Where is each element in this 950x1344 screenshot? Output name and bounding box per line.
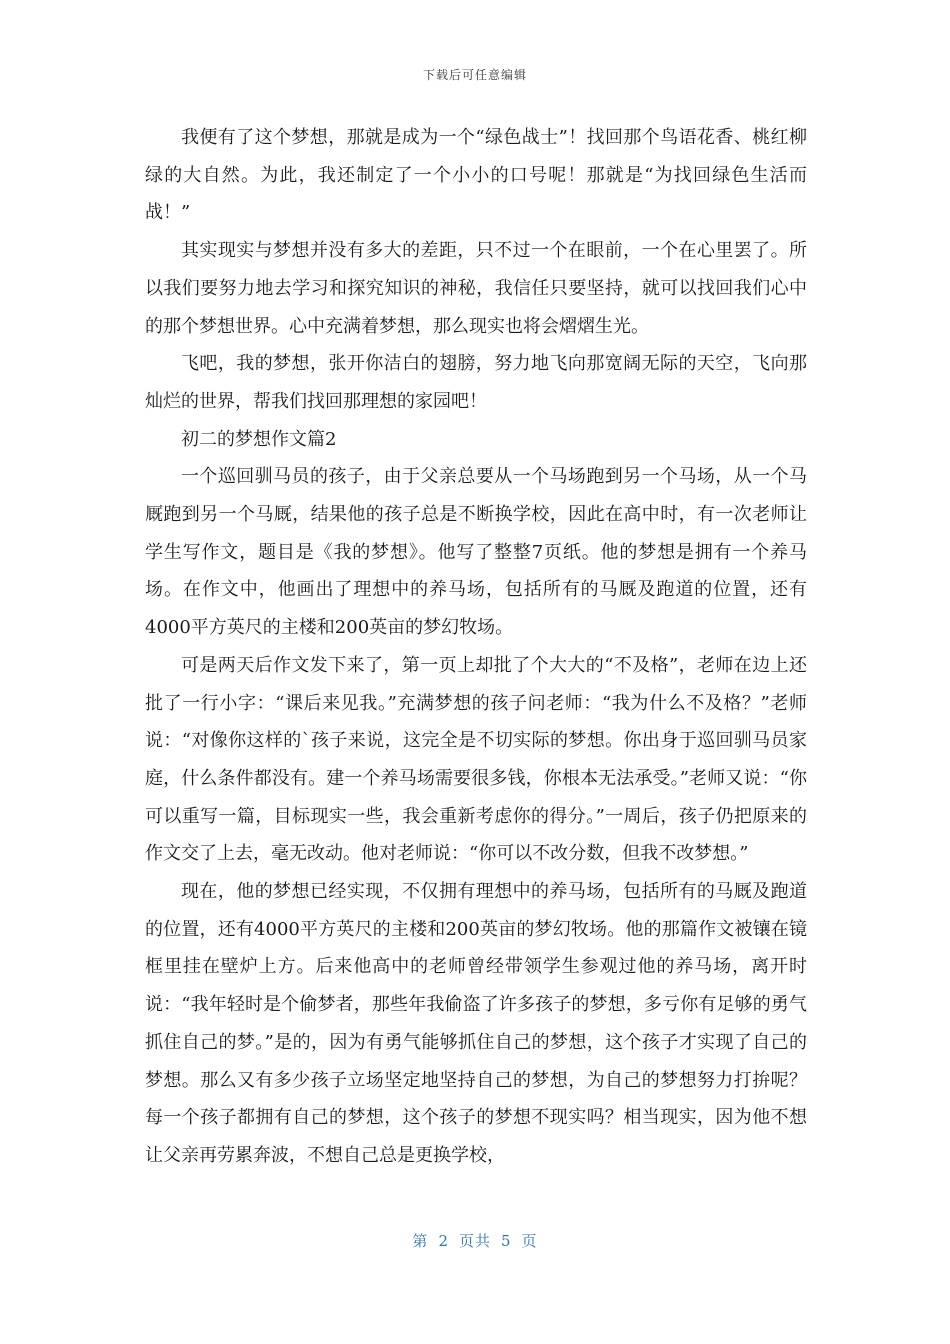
paragraph: 可是两天后作文发下来了，第一页上却批了个大大的“不及格”，老师在边上还批了一行小字：“课后来见我。”充满梦想的孩子问老师：“我为什么不及格？”老师说：“对像你这样的`孩子来说，这完全是不切实际的梦想。你出身于巡回驯马员家庭，什么条件都没有。建一个养马场需要很多钱，你根本无法承受。”老师又说：“你可以重写一篇，目标现实一些，我会重新考虑你的得分。”一周后，孩子仍把原来的作文交了上去，毫无改动。他对老师说：“你可以不改分数，但我不改梦想。”	[145, 654, 807, 865]
page-footer	[0, 1230, 950, 1251]
footer-prefix: 第	[412, 1232, 429, 1250]
total-page-number: 5	[501, 1232, 512, 1250]
document-body	[145, 119, 807, 1175]
current-page-number: 2	[438, 1232, 449, 1250]
footer-middle: 页共	[458, 1232, 491, 1250]
paragraph: 飞吧，我的梦想，张开你洁白的翅膀，努力地飞向那宽阔无际的天空，飞向那灿烂的世界，帮我们找回那理想的家园吧！	[145, 353, 807, 412]
paragraph: 现在，他的梦想已经实现，不仅拥有理想中的养马场，包括所有的马厩及跑道的位置，还有4000平方英尺的主楼和200英亩的梦幻牧场。他的那篇作文被镶在镜框里挂在壁炉上方。后来他高中的老师曾经带领学生参观过他的养马场，离开时说：“我年轻时是个偷梦者，那些年我偷盗了许多孩子的梦想，多亏你有足够的勇气抓住自己的梦。”是的，因为有勇气能够抓住自己的梦想，这个孩子才实现了自己的梦想。那么又有多少孩子立场坚定地坚持自己的梦想，为自己的梦想努力打拚呢？每一个孩子都拥有自己的梦想，这个孩子的梦想不现实吗？相当现实，因为他不想让父亲再劳累奔波，不想自己总是更换学校，	[145, 881, 807, 1166]
paragraph: 我便有了这个梦想，那就是成为一个“绿色战士”！找回那个鸟语花香、桃红柳绿的大自然。为此，我还制定了一个小小的口号呢！那就是“为找回绿色生活而战！”	[145, 127, 807, 224]
section-heading: 初二的梦想作文篇2	[181, 428, 337, 450]
page-header: 下载后可任意编辑	[422, 68, 527, 82]
paragraph: 一个巡回驯马员的孩子，由于父亲总要从一个马场跑到另一个马场，从一个马厩跑到另一个马厩，结果他的孩子总是不断换学校，因此在高中时，有一次老师让学生写作文，题目是《我的梦想》。他写了整整7页纸。他的梦想是拥有一个养马场。在作文中，他画出了理想中的养马场，包括所有的马厩及跑道的位置，还有4000平方英尺的主楼和200英亩的梦幻牧场。	[145, 466, 807, 639]
footer-suffix: 页	[521, 1232, 538, 1250]
paragraph: 其实现实与梦想并没有多大的差距，只不过一个在眼前，一个在心里罢了。所以我们要努力地去学习和探究知识的神秘，我信任只要坚持，就可以找回我们心中的那个梦想世界。心中充满着梦想，那么现实也将会熠熠生光。	[145, 240, 807, 337]
